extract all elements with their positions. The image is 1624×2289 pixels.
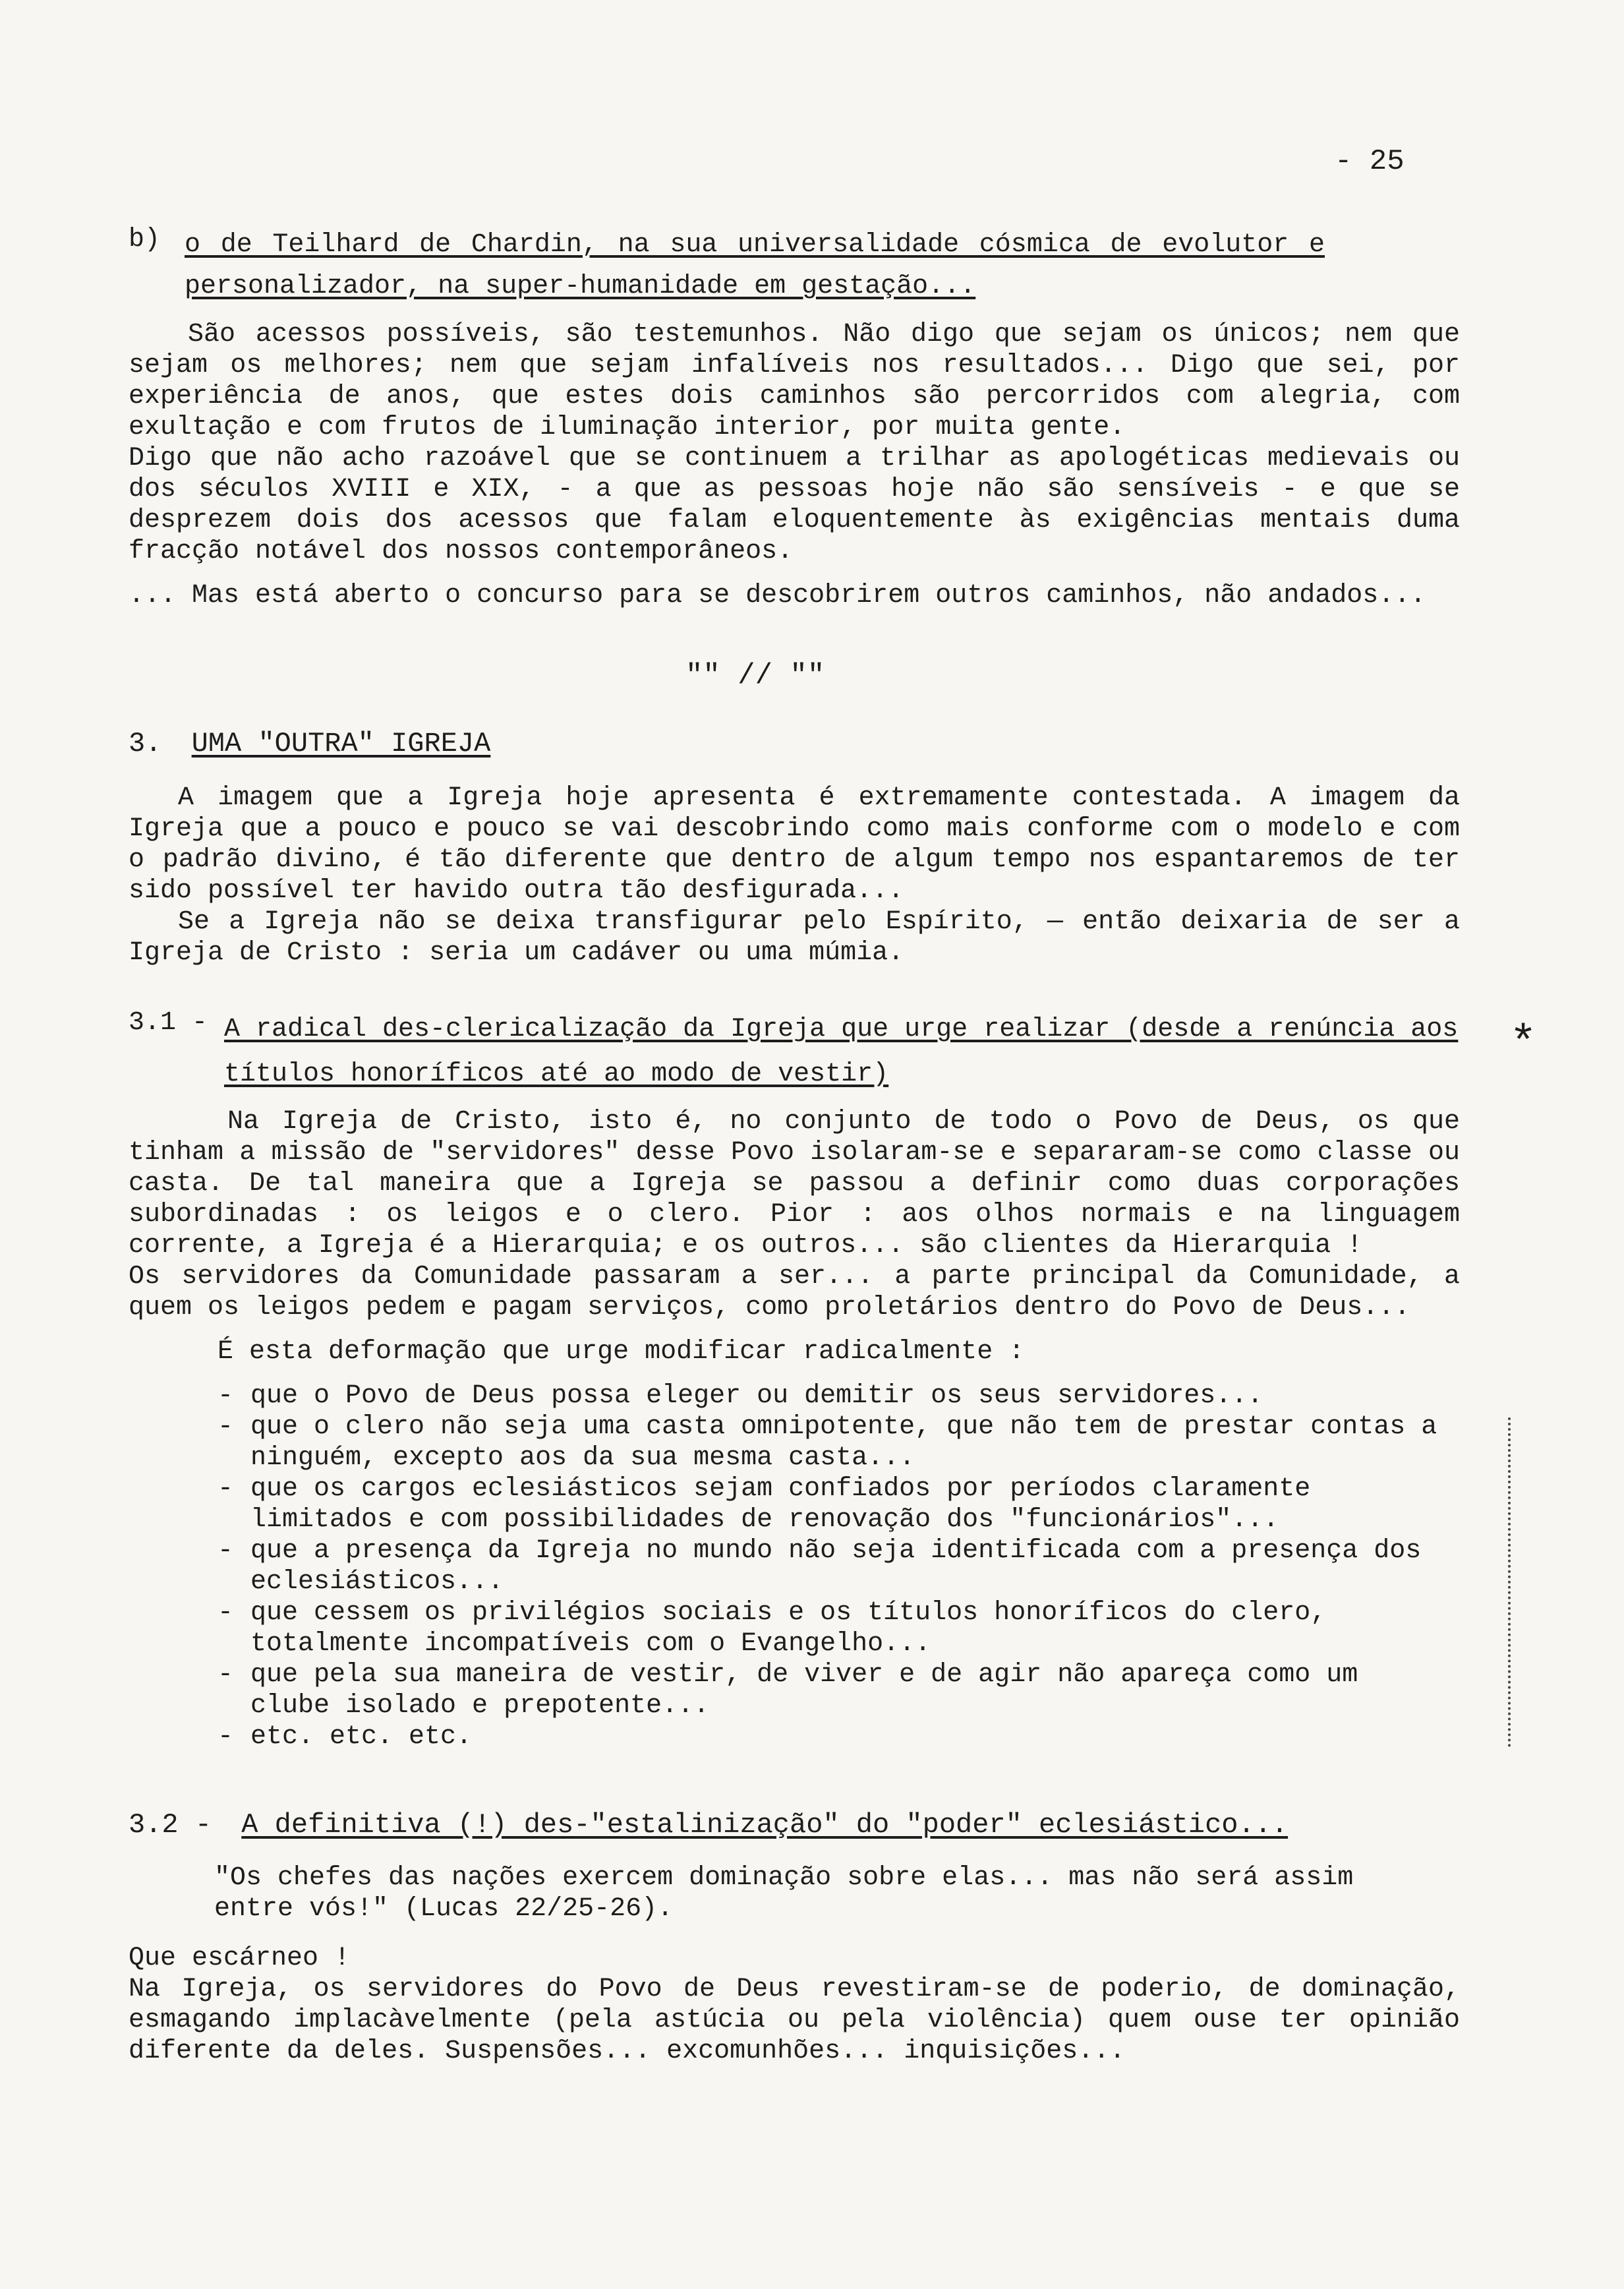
section-3-1-paragraph-2: Os servidores da Comunidade passaram a ser... a parte principal da Comunidade, a quem os leigos pedem e pagam serviços, como proletários dentro do Povo de Deus... xyxy=(129,1262,1460,1323)
item-b-label: b) xyxy=(129,225,161,254)
section-3-2-paragraph-2: Na Igreja, os servidores do Povo de Deus revestiram-se de poderio, de dominação, esmagando implacàvelmente (pela astúcia ou pela violência) quem ouse ter opinião diferente da deles. Suspensões... excomunhões... inquisições... xyxy=(129,1975,1460,2066)
list-item: - que pela sua maneira de vestir, de viver e de agir não apareça como um clube isolado e prepotente... xyxy=(218,1659,1443,1721)
list-item: - que cessem os privilégios sociais e os títulos honoríficos do clero, totalmente incompatíveis com o Evangelho... xyxy=(218,1597,1443,1659)
section-3-1-title: A radical des-clericalização da Igreja que urge realizar (desde a renúncia aos títulos honoríficos até ao modo de vestir) xyxy=(224,1015,1459,1089)
margin-dotted-line xyxy=(1508,1417,1511,1747)
section-3-body xyxy=(129,783,1460,968)
item-b-paragraph-2: Digo que não acho razoável que se continuem a trilhar as apologéticas medievais ou dos séculos XVIII e XIX, - a que as pessoas hoje não são sensíveis - e que se desprezem dois dos acessos que falam eloquentemente às exigências mentais duma fracção notável dos nossos contemporâneos. xyxy=(129,444,1460,566)
section-3-2-heading xyxy=(129,1810,1288,1841)
list-item: - que a presença da Igreja no mundo não seja identificada com a presença dos eclesiásticos... xyxy=(218,1535,1443,1597)
list-item: - que o Povo de Deus possa eleger ou demitir os seus servidores... xyxy=(218,1381,1443,1412)
list-item: - que os cargos eclesiásticos sejam confiados por períodos claramente limitados e com possibilidades de renovação dos "funcionários"... xyxy=(218,1473,1443,1535)
section-3-title: UMA "OUTRA" IGREJA xyxy=(191,728,491,759)
section-3-1-heading xyxy=(129,1007,1460,1097)
list-item: - que o clero não seja uma casta omnipotente, que não tem de prestar contas a ninguém, excepto aos da sua mesma casta... xyxy=(218,1412,1443,1473)
margin-asterisk-mark: * xyxy=(1509,1019,1538,1071)
section-3-paragraph-2: Se a Igreja não se deixa transfigurar pelo Espírito, — então deixaria de ser a Igreja de Cristo : seria um cadáver ou uma múmia. xyxy=(129,907,1460,968)
section-3-1-list xyxy=(218,1381,1443,1752)
list-item: - etc. etc. etc. xyxy=(218,1721,1443,1752)
section-3-2-number: 3.2 - xyxy=(129,1809,212,1841)
section-3-1-paragraph-1: Na Igreja de Cristo, isto é, no conjunto de todo o Povo de Deus, os que tinham a missão de "servidores" desse Povo isolaram-se e separaram-se como classe ou casta. De tal maneira que a Igreja se passou a definir como duas corporações subordinadas : os leigos e o clero. Pior : aos olhos normais e na linguagem corrente, a Igreja é a Hierarquia; e os outros... são clientes da Hierarquia ! xyxy=(129,1107,1460,1261)
section-3-1-number: 3.1 - xyxy=(129,1008,208,1038)
item-b-paragraph-3: ... Mas está aberto o concurso para se descobrirem outros caminhos, não andados... xyxy=(129,581,1426,610)
section-3-1-body xyxy=(129,1106,1460,1752)
section-3-2-body xyxy=(129,1862,1460,2067)
section-3-2-title: A definitiva (!) des-"estalinização" do "poder" eclesiástico... xyxy=(241,1809,1289,1841)
section-3-2-quote: "Os chefes das nações exercem dominação sobre elas... mas não será assim entre vós!" (Lucas 22/25-26). xyxy=(214,1863,1354,1924)
section-divider: "" // "" xyxy=(685,659,825,692)
item-b-paragraph-1: São acessos possíveis, são testemunhos. Não digo que sejam os únicos; nem que sejam os melhores; nem que sejam infalíveis nos resultados... Digo que sei, por experiência de anos, que estes dois caminhos são percorridos com alegria, com exultação e com frutos de iluminação interior, por muita gente. xyxy=(129,320,1460,442)
section-3-paragraph-1: A imagem que a Igreja hoje apresenta é extremamente contestada. A imagem da Igreja que a pouco e pouco se vai descobrindo como mais conforme com o modelo e com o padrão divino, é tão diferente que dentro de algum tempo nos espantaremos de ter sido possível ter havido outra tão desfigurada... xyxy=(129,783,1460,906)
section-3-2-paragraph-1: Que escárneo ! xyxy=(129,1944,351,1973)
item-b xyxy=(129,224,1460,611)
section-3-number: 3. xyxy=(129,728,162,759)
section-3-heading xyxy=(129,728,490,759)
item-b-heading: o de Teilhard de Chardin, na sua universalidade cósmica de evolutor e personalizador, na super-humanidade em gestação... xyxy=(185,230,1325,301)
section-3-1-intro: É esta deformação que urge modificar radicalmente : xyxy=(218,1337,1025,1367)
page-number: - 25 xyxy=(1335,145,1405,178)
